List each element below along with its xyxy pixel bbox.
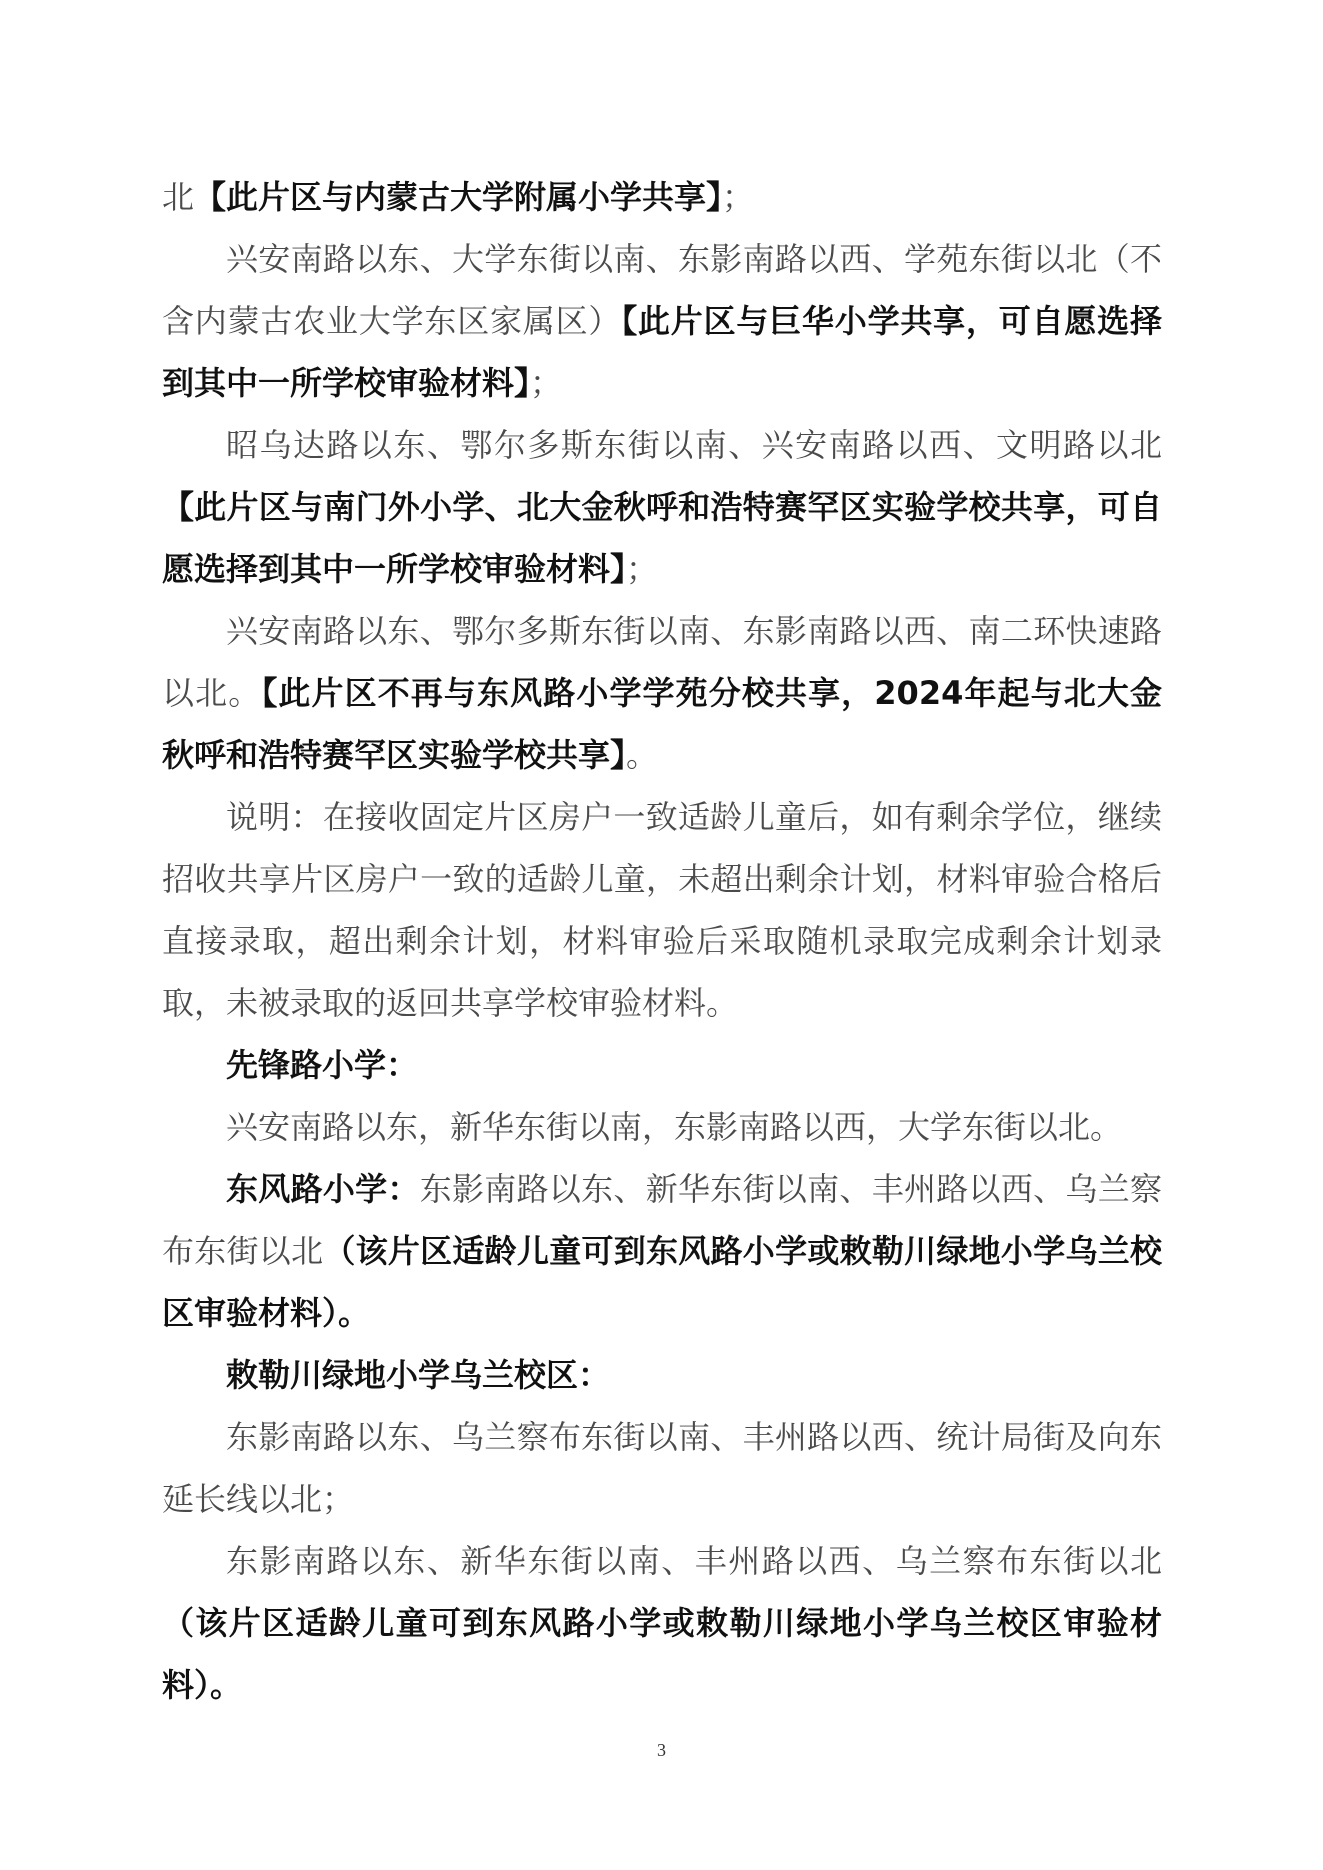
paragraph	[162, 600, 1162, 786]
text-span: ；	[530, 364, 563, 402]
text-span: 兴安南路以东，新华东街以南，东影南路以西，大学东街以北。	[226, 1108, 1123, 1146]
bold-note: （该片区适龄儿童可到东风路小学或敕勒川绿地小学乌兰校区审验材料）。	[162, 1232, 1162, 1332]
school-heading	[162, 1344, 1162, 1406]
text-span: 兴安南路以东、大学东街以南、东影南路以西、学苑东街以北（不含内蒙古农业大学东区家属区）	[162, 240, 1162, 340]
text-span: 。	[626, 736, 659, 774]
school-heading-text: 敕勒川绿地小学乌兰校区：	[226, 1356, 611, 1394]
paragraph	[162, 414, 1162, 600]
note-paragraph	[162, 786, 1162, 1034]
bold-note: 【此片区与内蒙古大学附属小学共享】	[194, 178, 723, 216]
paragraph	[162, 1406, 1162, 1530]
text-span: ；	[626, 550, 659, 588]
text-span: ；	[722, 178, 755, 216]
text-span: 说明：在接收固定片区房户一致适龄儿童后，如有剩余学位，继续招收共享片区房户一致的适龄儿童，未超出剩余计划，材料审验合格后直接录取，超出剩余计划，材料审验后采取随机录取完成剩余计划录取，未被录取的返回共享学校审验材料。	[162, 798, 1162, 1022]
text-span: 北	[162, 178, 195, 216]
document-body	[162, 166, 1162, 1716]
paragraph-continuation	[162, 166, 1162, 228]
text-span: 兴安南路以东、鄂尔多斯东街以南、东影南路以西、南二环快速路以北。	[162, 612, 1162, 712]
school-heading	[162, 1034, 1162, 1096]
school-heading-text: 先锋路小学：	[226, 1046, 419, 1084]
paragraph	[162, 1096, 1162, 1158]
bold-note: （该片区适龄儿童可到东风路小学或敕勒川绿地小学乌兰校区审验材料）。	[162, 1604, 1162, 1704]
paragraph	[162, 1530, 1162, 1716]
paragraph	[162, 228, 1162, 414]
paragraph	[162, 1158, 1162, 1344]
text-span: 东影南路以东、新华东街以南、丰州路以西、乌兰察布东街以北	[226, 1542, 1162, 1580]
bold-note: 【此片区与巨华小学共享，可自愿选择到其中一所学校审验材料】	[162, 302, 1162, 402]
page-number: 3	[657, 1740, 666, 1760]
text-span: 昭乌达路以东、鄂尔多斯东街以南、兴安南路以西、文明路以北	[226, 426, 1162, 464]
bold-note: 【此片区与南门外小学、北大金秋呼和浩特赛罕区实验学校共享，可自愿选择到其中一所学校审验材料】	[162, 488, 1162, 588]
school-heading-text: 东风路小学：	[226, 1170, 420, 1208]
text-span: 东影南路以东、新华东街以南、丰州路以西、乌兰察布东街以北	[162, 1170, 1162, 1270]
text-span: 东影南路以东、乌兰察布东街以南、丰州路以西、统计局街及向东延长线以北；	[162, 1418, 1162, 1518]
bold-note: 【此片区不再与东风路小学学苑分校共享，2024年起与北大金秋呼和浩特赛罕区实验学校共享】	[162, 674, 1162, 774]
